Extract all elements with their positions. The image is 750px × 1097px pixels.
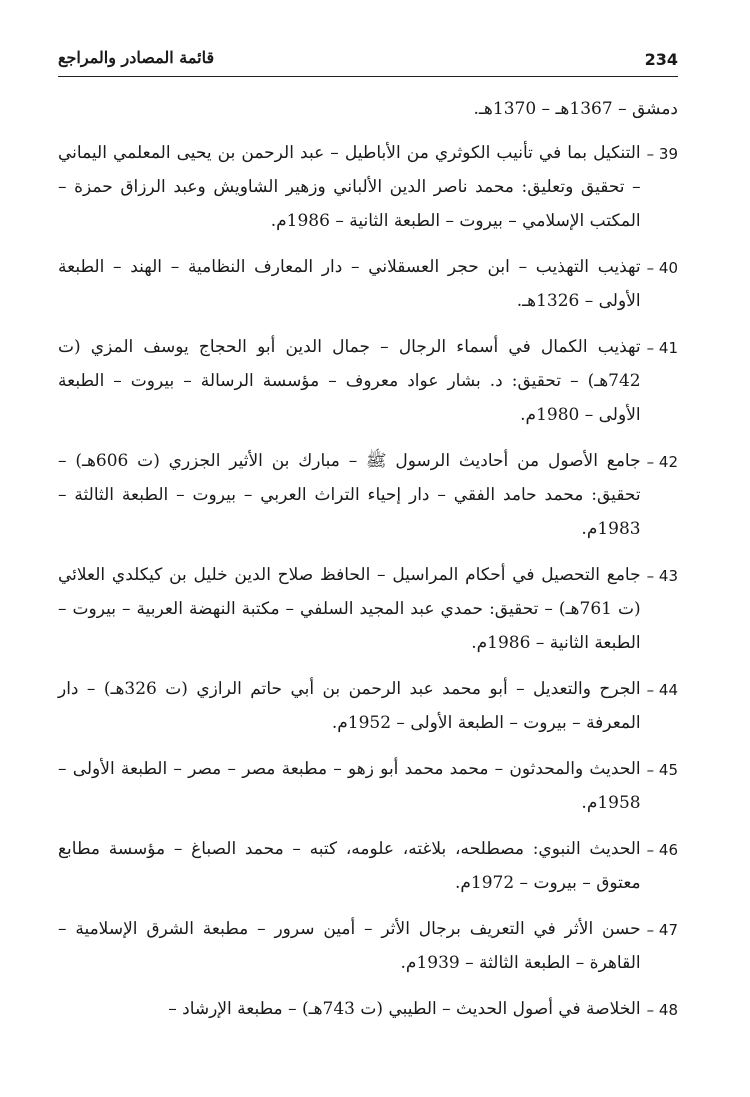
entry-number: 45 – <box>646 761 678 779</box>
bibliography-entry <box>58 672 678 740</box>
entry-text: الحديث النبوي: مصطلحه، بلاغته، علومه، كتبه – محمد الصباغ – مؤسسة مطابع معتوق – بيروت – 1972م. <box>58 839 641 893</box>
bibliography-entry <box>58 832 678 900</box>
entry-text: الخلاصة في أصول الحديث – الطيبي (ت 743هـ) – مطبعة الإرشاد – <box>168 999 641 1019</box>
entry-number: 48 – <box>646 1001 678 1019</box>
entry-text: الحديث والمحدثون – محمد محمد أبو زهو – مطبعة مصر – مصر – الطبعة الأولى – 1958م. <box>58 759 641 813</box>
bibliography-entry <box>58 912 678 980</box>
running-title: قائمة المصادر والمراجع <box>58 48 215 67</box>
continuation-line: دمشق – 1367هـ – 1370هـ. <box>473 99 678 119</box>
page-header <box>58 44 678 77</box>
entry-text: حسن الأثر في التعريف برجال الأثر – أمين سرور – مطبعة الشرق الإسلامية – القاهرة – الطبعة الثالثة – 1939م. <box>58 919 641 973</box>
entry-text: جامع التحصيل في أحكام المراسيل – الحافظ صلاح الدين خليل بن كيكلدي العلائي (ت 761هـ) – تحقيق: حمدي عبد المجيد السلفي – مكتبة النهضة العربية – بيروت – الطبعة الثانية – 1986م. <box>58 565 641 653</box>
entry-number: 39 – <box>646 145 678 163</box>
entry-number: 42 – <box>646 453 678 471</box>
bibliography-entry <box>58 136 678 238</box>
entry-number: 43 – <box>646 567 678 585</box>
bibliography-entry <box>58 444 678 546</box>
entry-text: الجرح والتعديل – أبو محمد عبد الرحمن بن أبي حاتم الرازي (ت 326هـ) – دار المعرفة – بيروت – الطبعة الأولى – 1952م. <box>58 679 641 733</box>
entry-text: تهذيب الكمال في أسماء الرجال – جمال الدين أبو الحجاج يوسف المزي (ت 742هـ) – تحقيق: د. بشار عواد معروف – مؤسسة الرسالة – بيروت – الطبعة الأولى – 1980م. <box>58 337 641 425</box>
entry-text: جامع الأصول من أحاديث الرسول ﷺ – مبارك بن الأثير الجزري (ت 606هـ) – تحقيق: محمد حامد الفقي – دار إحياء التراث العربي – بيروت – الطبعة الثالثة – 1983م. <box>58 451 641 539</box>
bibliography-entry <box>58 330 678 432</box>
page-number: 234 <box>644 50 678 69</box>
bibliography-entry <box>58 558 678 660</box>
entry-number: 41 – <box>646 339 678 357</box>
entry-number: 40 – <box>646 259 678 277</box>
entry-number: 44 – <box>646 681 678 699</box>
bibliography-list <box>58 92 678 1039</box>
entry-number: 47 – <box>646 921 678 939</box>
entry-text: تهذيب التهذيب – ابن حجر العسقلاني – دار المعارف النظامية – الهند – الطبعة الأولى – 1326هـ. <box>58 257 641 311</box>
entry-number: 46 – <box>646 841 678 859</box>
bibliography-entry <box>58 752 678 820</box>
bibliography-entry <box>58 250 678 318</box>
bibliography-entry <box>58 992 678 1027</box>
entry-text: التنكيل بما في تأنيب الكوثري من الأباطيل – عبد الرحمن بن يحيى المعلمي اليماني – تحقيق وتعليق: محمد ناصر الدين الألباني وزهير الشاويش وعبد الرزاق حمزة – المكتب الإسلامي – بيروت – الطبعة الثانية – 1986م. <box>58 143 641 231</box>
